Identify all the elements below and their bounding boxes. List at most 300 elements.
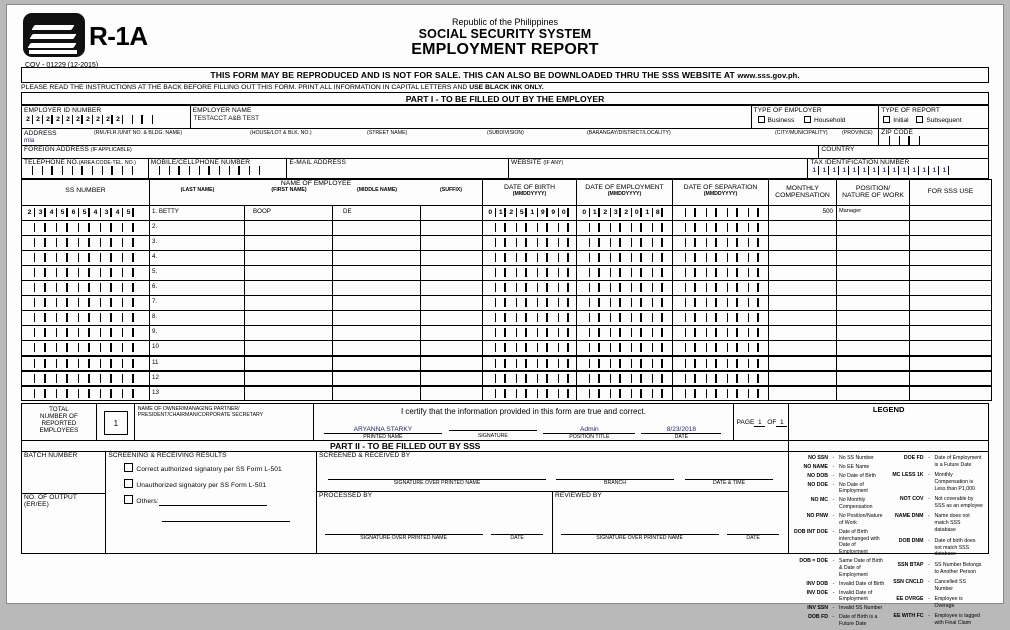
cell-middle-name[interactable] <box>333 251 421 266</box>
digit-cell[interactable] <box>538 252 549 263</box>
table-row[interactable] <box>22 356 992 371</box>
cell-middle-name[interactable] <box>333 356 421 371</box>
digit-cell[interactable] <box>180 165 190 176</box>
digit-cell[interactable] <box>686 388 697 399</box>
cell-ss-number[interactable] <box>22 266 150 281</box>
digit-cell[interactable]: 2 <box>53 114 63 125</box>
digit-cell[interactable] <box>79 297 90 308</box>
address-block[interactable] <box>21 129 879 146</box>
digit-cell[interactable] <box>68 237 79 248</box>
cell-first-name[interactable] <box>245 386 333 401</box>
cell-monthly-compensation[interactable] <box>769 386 837 401</box>
digit-cell[interactable] <box>579 222 590 233</box>
cell-middle-name[interactable] <box>333 326 421 341</box>
digit-cell[interactable] <box>527 237 538 248</box>
cell-first-name[interactable] <box>245 341 333 356</box>
digit-cell[interactable] <box>496 388 507 399</box>
digit-cell[interactable] <box>749 373 760 384</box>
cell-position[interactable] <box>837 206 910 221</box>
digit-cell[interactable] <box>559 342 570 353</box>
digit-cell[interactable] <box>738 222 749 233</box>
table-row[interactable] <box>22 221 992 236</box>
digit-cell[interactable]: 2 <box>83 114 93 125</box>
digit-cell[interactable] <box>590 373 601 384</box>
digit-cell[interactable] <box>686 237 697 248</box>
digit-cell[interactable] <box>559 388 570 399</box>
digit-cell[interactable] <box>79 237 90 248</box>
digit-cell[interactable] <box>240 165 250 176</box>
date-digits[interactable] <box>483 221 576 234</box>
cell-date-of-separation[interactable] <box>673 266 769 281</box>
digit-cell[interactable] <box>738 207 749 218</box>
digit-cell[interactable] <box>686 297 697 308</box>
digit-cell[interactable] <box>548 342 559 353</box>
digit-cell[interactable] <box>90 297 101 308</box>
digit-cell[interactable] <box>517 358 528 369</box>
digit-cell[interactable] <box>686 342 697 353</box>
digit-cell[interactable] <box>35 297 46 308</box>
digit-cell[interactable] <box>57 342 68 353</box>
digit-cell[interactable] <box>675 207 686 218</box>
digit-cell[interactable] <box>101 373 112 384</box>
cell-middle-name[interactable] <box>333 371 421 386</box>
digit-cell[interactable] <box>738 282 749 293</box>
cell-date-of-birth[interactable] <box>483 251 577 266</box>
digit-cell[interactable] <box>611 327 622 338</box>
digit-cell[interactable] <box>579 373 590 384</box>
digit-cell[interactable] <box>46 282 57 293</box>
digit-cell[interactable] <box>548 373 559 384</box>
digit-cell[interactable] <box>79 252 90 263</box>
cell-date-of-separation[interactable] <box>673 386 769 401</box>
digit-cell[interactable] <box>728 297 739 308</box>
cell-monthly-compensation[interactable] <box>769 311 837 326</box>
digit-cell[interactable] <box>900 135 910 146</box>
cell-last-name[interactable] <box>150 326 245 341</box>
digit-cell[interactable] <box>611 297 622 308</box>
cell-for-sss-use[interactable] <box>910 236 992 251</box>
cell-date-of-separation[interactable] <box>673 311 769 326</box>
digit-cell[interactable] <box>642 373 653 384</box>
digit-cell[interactable] <box>101 297 112 308</box>
digit-cell[interactable] <box>600 373 611 384</box>
digit-cell[interactable] <box>738 237 749 248</box>
date-digits[interactable] <box>577 266 672 279</box>
digit-cell[interactable] <box>611 312 622 323</box>
tin-block[interactable] <box>808 159 989 179</box>
digit-cell[interactable] <box>707 373 718 384</box>
digit-cell[interactable] <box>123 282 134 293</box>
digit-cell[interactable] <box>910 135 920 146</box>
digit-cell[interactable] <box>79 388 90 399</box>
cell-for-sss-use[interactable] <box>910 266 992 281</box>
digit-cell[interactable] <box>250 165 260 176</box>
digit-cell[interactable] <box>749 342 760 353</box>
digit-cell[interactable] <box>46 297 57 308</box>
digit-cell[interactable] <box>517 267 528 278</box>
digit-cell[interactable] <box>485 388 496 399</box>
type-of-employer-block[interactable] <box>752 105 880 129</box>
digit-cell[interactable] <box>632 358 643 369</box>
digit-cell[interactable] <box>538 342 549 353</box>
digit-cell[interactable] <box>24 388 35 399</box>
digit-cell[interactable]: 5 <box>57 207 68 218</box>
digit-cell[interactable] <box>101 237 112 248</box>
date-digits[interactable] <box>673 206 768 219</box>
digit-cell[interactable] <box>653 373 664 384</box>
digit-cell[interactable] <box>621 267 632 278</box>
digit-cell[interactable] <box>717 282 728 293</box>
digit-cell[interactable] <box>68 358 79 369</box>
digit-cell[interactable] <box>143 114 153 125</box>
digit-cell[interactable] <box>170 165 180 176</box>
digit-cell[interactable] <box>90 237 101 248</box>
digit-cell[interactable] <box>68 388 79 399</box>
digit-cell[interactable] <box>35 388 46 399</box>
cell-date-of-employment[interactable] <box>577 311 673 326</box>
digit-cell[interactable] <box>57 312 68 323</box>
digit-cell[interactable]: 5 <box>79 207 90 218</box>
table-row[interactable] <box>22 341 992 356</box>
digit-cell[interactable]: 1 <box>899 165 909 176</box>
cell-monthly-compensation[interactable] <box>769 236 837 251</box>
digit-cell[interactable] <box>150 165 160 176</box>
digit-cell[interactable] <box>46 327 57 338</box>
digit-cell[interactable] <box>57 282 68 293</box>
digit-cell[interactable] <box>101 358 112 369</box>
cell-for-sss-use[interactable] <box>910 221 992 236</box>
cell-for-sss-use[interactable] <box>910 326 992 341</box>
digit-cell[interactable] <box>506 373 517 384</box>
digit-cell[interactable] <box>579 358 590 369</box>
digit-cell[interactable] <box>46 312 57 323</box>
digit-cell[interactable] <box>696 297 707 308</box>
digit-cell[interactable] <box>210 165 220 176</box>
digit-cell[interactable] <box>68 297 79 308</box>
digit-cell[interactable]: 1 <box>889 165 899 176</box>
digit-cell[interactable] <box>133 114 143 125</box>
digit-cell[interactable] <box>123 327 134 338</box>
digit-cell[interactable] <box>559 358 570 369</box>
digit-cell[interactable] <box>696 237 707 248</box>
digit-cell[interactable]: 1 <box>909 165 919 176</box>
cell-monthly-compensation[interactable] <box>769 296 837 311</box>
cell-monthly-compensation[interactable] <box>769 266 837 281</box>
total-employees-value-block[interactable] <box>97 403 135 441</box>
date-digits[interactable] <box>577 206 672 219</box>
digit-cell[interactable] <box>101 388 112 399</box>
digit-cell[interactable] <box>230 165 240 176</box>
cell-date-of-employment[interactable] <box>577 206 673 221</box>
digit-cell[interactable]: 2 <box>24 207 35 218</box>
date-digits[interactable] <box>577 311 672 324</box>
digit-cell[interactable] <box>548 327 559 338</box>
cell-position[interactable] <box>837 311 910 326</box>
digit-cell[interactable] <box>749 327 760 338</box>
cell-date-of-birth[interactable] <box>483 206 577 221</box>
digit-cell[interactable] <box>548 358 559 369</box>
digit-cell[interactable] <box>738 358 749 369</box>
initial-checkbox[interactable] <box>883 116 890 123</box>
digit-cell[interactable] <box>101 267 112 278</box>
digit-cell[interactable] <box>642 312 653 323</box>
digit-cell[interactable] <box>527 327 538 338</box>
digit-cell[interactable] <box>506 388 517 399</box>
date-digits[interactable] <box>22 296 149 309</box>
digit-cell[interactable] <box>101 282 112 293</box>
foreign-address-block[interactable] <box>21 146 819 159</box>
cell-middle-name[interactable] <box>333 236 421 251</box>
cell-date-of-birth[interactable] <box>483 386 577 401</box>
cell-date-of-separation[interactable] <box>673 356 769 371</box>
digit-cell[interactable] <box>579 312 590 323</box>
cell-position[interactable] <box>837 341 910 356</box>
cell-first-name[interactable] <box>245 206 333 221</box>
digit-cell[interactable] <box>46 342 57 353</box>
digit-cell[interactable] <box>35 373 46 384</box>
cell-position[interactable] <box>837 326 910 341</box>
digit-cell[interactable] <box>600 342 611 353</box>
digit-cell[interactable] <box>717 358 728 369</box>
digit-cell[interactable] <box>621 252 632 263</box>
digit-cell[interactable] <box>485 222 496 233</box>
digit-cell[interactable] <box>717 327 728 338</box>
date-digits[interactable] <box>22 206 149 219</box>
date-digits[interactable] <box>22 221 149 234</box>
digit-cell[interactable] <box>717 237 728 248</box>
digit-cell[interactable] <box>611 222 622 233</box>
signature-field[interactable] <box>445 426 540 440</box>
digit-cell[interactable] <box>579 282 590 293</box>
digit-cell[interactable] <box>46 252 57 263</box>
digit-cell[interactable] <box>728 252 739 263</box>
others-checkbox[interactable] <box>124 495 133 504</box>
digit-cell[interactable] <box>590 388 601 399</box>
digit-cell[interactable] <box>579 237 590 248</box>
digit-cell[interactable]: 2 <box>113 114 123 125</box>
digit-cell[interactable]: 1 <box>939 165 949 176</box>
others-input-line-2[interactable] <box>162 514 290 522</box>
digit-cell[interactable] <box>496 342 507 353</box>
digit-cell[interactable] <box>600 388 611 399</box>
cell-date-of-birth[interactable] <box>483 296 577 311</box>
digit-cell[interactable] <box>90 252 101 263</box>
digit-cell[interactable] <box>642 297 653 308</box>
digit-cell[interactable]: 1 <box>839 165 849 176</box>
digit-cell[interactable]: 1 <box>527 207 538 218</box>
cell-date-of-birth[interactable] <box>483 221 577 236</box>
cell-position[interactable] <box>837 356 910 371</box>
digit-cell[interactable] <box>527 342 538 353</box>
output-count-block[interactable] <box>21 494 106 554</box>
cell-for-sss-use[interactable] <box>910 341 992 356</box>
digit-cell[interactable] <box>79 358 90 369</box>
digit-cell[interactable] <box>24 252 35 263</box>
digit-cell[interactable] <box>600 252 611 263</box>
digit-cell[interactable] <box>749 282 760 293</box>
digit-cell[interactable] <box>579 388 590 399</box>
digit-cell[interactable] <box>68 252 79 263</box>
digit-cell[interactable] <box>35 312 46 323</box>
digit-cell[interactable] <box>112 327 123 338</box>
date-digits[interactable] <box>577 326 672 339</box>
digit-cell[interactable] <box>890 135 900 146</box>
digit-cell[interactable] <box>63 165 73 176</box>
digit-cell[interactable] <box>653 312 664 323</box>
digit-cell[interactable] <box>707 252 718 263</box>
digit-cell[interactable] <box>621 358 632 369</box>
date-digits[interactable] <box>22 311 149 324</box>
zip-code-digits[interactable] <box>879 136 988 144</box>
digit-cell[interactable] <box>642 327 653 338</box>
digit-cell[interactable] <box>696 373 707 384</box>
digit-cell[interactable] <box>506 267 517 278</box>
cell-date-of-employment[interactable] <box>577 371 673 386</box>
position-title-field[interactable] <box>540 426 638 440</box>
cell-date-of-separation[interactable] <box>673 341 769 356</box>
cell-middle-name[interactable] <box>333 296 421 311</box>
digit-cell[interactable] <box>707 358 718 369</box>
digit-cell[interactable] <box>653 358 664 369</box>
digit-cell[interactable] <box>559 237 570 248</box>
cell-date-of-employment[interactable] <box>577 326 673 341</box>
website-block[interactable] <box>509 159 808 179</box>
screened-signature-field[interactable] <box>323 472 551 486</box>
digit-cell[interactable] <box>79 282 90 293</box>
digit-cell[interactable] <box>112 358 123 369</box>
cell-monthly-compensation[interactable] <box>769 206 837 221</box>
processed-signature-field[interactable] <box>321 527 486 541</box>
digit-cell[interactable] <box>485 252 496 263</box>
digit-cell[interactable] <box>43 165 53 176</box>
unauthorized-signatory-checkbox[interactable] <box>124 479 133 488</box>
digit-cell[interactable] <box>57 358 68 369</box>
digit-cell[interactable] <box>707 342 718 353</box>
digit-cell[interactable] <box>579 342 590 353</box>
digit-cell[interactable] <box>675 312 686 323</box>
date-digits[interactable] <box>673 311 768 324</box>
digit-cell[interactable] <box>653 297 664 308</box>
digit-cell[interactable] <box>686 267 697 278</box>
digit-cell[interactable] <box>548 282 559 293</box>
cell-monthly-compensation[interactable] <box>769 371 837 386</box>
digit-cell[interactable] <box>57 327 68 338</box>
digit-cell[interactable] <box>707 327 718 338</box>
digit-cell[interactable]: 2 <box>63 114 73 125</box>
subsequent-checkbox[interactable] <box>916 116 923 123</box>
digit-cell[interactable] <box>738 373 749 384</box>
digit-cell[interactable] <box>559 327 570 338</box>
digit-cell[interactable] <box>90 342 101 353</box>
digit-cell[interactable] <box>707 388 718 399</box>
digit-cell[interactable] <box>485 373 496 384</box>
digit-cell[interactable] <box>686 222 697 233</box>
date-digits[interactable] <box>577 236 672 249</box>
date-digits[interactable] <box>483 251 576 264</box>
digit-cell[interactable] <box>653 252 664 263</box>
digit-cell[interactable] <box>24 358 35 369</box>
digit-cell[interactable] <box>548 312 559 323</box>
cell-date-of-birth[interactable] <box>483 356 577 371</box>
digit-cell[interactable] <box>123 114 133 125</box>
digit-cell[interactable] <box>506 312 517 323</box>
digit-cell[interactable] <box>559 252 570 263</box>
digit-cell[interactable] <box>527 282 538 293</box>
digit-cell[interactable] <box>68 282 79 293</box>
digit-cell[interactable] <box>68 267 79 278</box>
digit-cell[interactable] <box>57 388 68 399</box>
digit-cell[interactable] <box>46 373 57 384</box>
digit-cell[interactable] <box>707 207 718 218</box>
digit-cell[interactable] <box>653 342 664 353</box>
digit-cell[interactable] <box>79 342 90 353</box>
date-digits[interactable] <box>22 341 149 354</box>
digit-cell[interactable] <box>190 165 200 176</box>
digit-cell[interactable] <box>123 388 134 399</box>
digit-cell[interactable] <box>24 327 35 338</box>
digit-cell[interactable] <box>24 373 35 384</box>
digit-cell[interactable] <box>749 297 760 308</box>
digit-cell[interactable]: 1 <box>919 165 929 176</box>
cell-last-name[interactable] <box>150 281 245 296</box>
digit-cell[interactable] <box>496 358 507 369</box>
digit-cell[interactable] <box>506 327 517 338</box>
digit-cell[interactable] <box>632 342 643 353</box>
digit-cell[interactable] <box>200 165 210 176</box>
digit-cell[interactable] <box>559 297 570 308</box>
digit-cell[interactable] <box>632 388 643 399</box>
digit-cell[interactable] <box>538 222 549 233</box>
digit-cell[interactable] <box>160 165 170 176</box>
cell-suffix[interactable] <box>421 251 483 266</box>
digit-cell[interactable]: 9 <box>548 207 559 218</box>
cell-last-name[interactable] <box>150 266 245 281</box>
cell-for-sss-use[interactable] <box>910 371 992 386</box>
cell-first-name[interactable] <box>245 221 333 236</box>
cell-for-sss-use[interactable] <box>910 206 992 221</box>
digit-cell[interactable]: 3 <box>101 207 112 218</box>
digit-cell[interactable] <box>79 267 90 278</box>
digit-cell[interactable]: 5 <box>123 207 134 218</box>
cell-last-name[interactable] <box>150 296 245 311</box>
employer-id-block[interactable] <box>21 105 191 129</box>
table-row[interactable] <box>22 386 992 401</box>
digit-cell[interactable]: 4 <box>112 207 123 218</box>
digit-cell[interactable] <box>717 207 728 218</box>
mobile-digits[interactable] <box>149 166 287 175</box>
cell-ss-number[interactable] <box>22 371 150 386</box>
digit-cell[interactable] <box>728 237 739 248</box>
datetime-field[interactable] <box>679 472 779 486</box>
cell-last-name[interactable] <box>150 311 245 326</box>
digit-cell[interactable]: 2 <box>506 207 517 218</box>
owner-name-block[interactable] <box>135 403 315 441</box>
digit-cell[interactable] <box>506 282 517 293</box>
business-checkbox[interactable] <box>758 116 765 123</box>
date-digits[interactable] <box>483 387 576 400</box>
digit-cell[interactable] <box>675 342 686 353</box>
digit-cell[interactable] <box>517 312 528 323</box>
date-digits[interactable] <box>483 357 576 370</box>
digit-cell[interactable] <box>517 327 528 338</box>
digit-cell[interactable] <box>590 358 601 369</box>
cell-suffix[interactable] <box>421 266 483 281</box>
digit-cell[interactable] <box>642 342 653 353</box>
digit-cell[interactable] <box>35 327 46 338</box>
cell-date-of-birth[interactable] <box>483 326 577 341</box>
digit-cell[interactable] <box>696 252 707 263</box>
digit-cell[interactable] <box>728 342 739 353</box>
